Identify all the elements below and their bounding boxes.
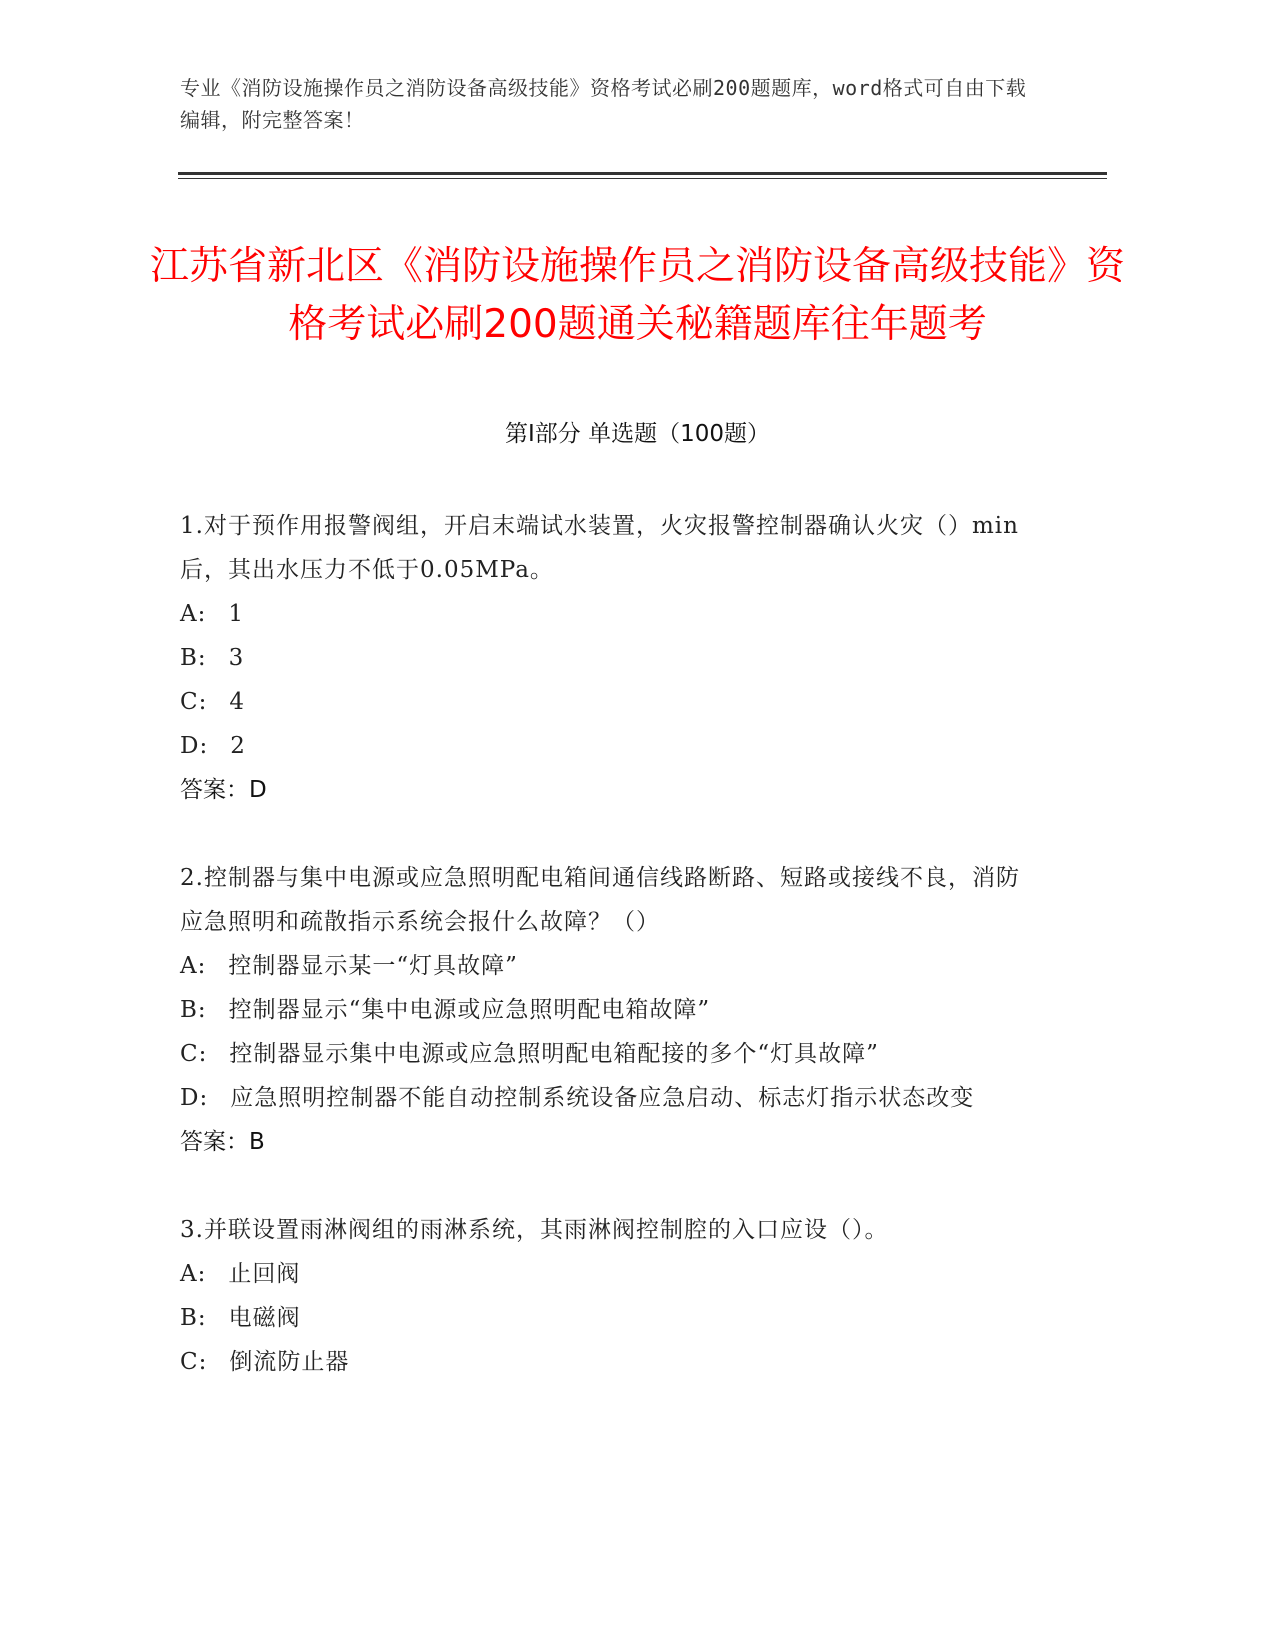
question-3 [180,1208,1040,1384]
option-letter: B: [180,645,207,671]
option-b [180,988,1040,1032]
question-2 [180,856,1040,1164]
answer-line: 答案：D [180,777,267,803]
document-title: 江苏省新北区《消防设施操作员之消防设备高级技能》资格考试必刷200题通关秘籍题库往年题考 [150,244,1126,348]
option-letter: C: [180,689,208,715]
question-stem: 2.控制器与集中电源或应急照明配电箱间通信线路断路、短路或接线不良，消防应急照明和疏散指示系统会报什么故障？（） [180,865,1020,935]
section-heading: 第Ⅰ部分 单选题（100题） [505,421,770,447]
question-list [180,504,1040,1428]
option-text: 止回阀 [228,1261,301,1287]
option-letter: A: [180,953,207,979]
answer-line: 答案：B [180,1129,265,1155]
option-b [180,636,1040,680]
question-1 [180,504,1040,812]
option-letter: D: [180,733,209,759]
option-c [180,680,1040,724]
question-stem: 3.并联设置雨淋阀组的雨淋系统，其雨淋阀控制腔的入口应设（）。 [180,1217,889,1243]
option-letter: B: [180,1305,207,1331]
option-a [180,944,1040,988]
option-text: 4 [229,689,245,715]
option-a [180,592,1040,636]
option-text: 1 [228,601,244,627]
option-letter: A: [180,1261,207,1287]
option-a [180,1252,1040,1296]
option-b [180,1296,1040,1340]
option-text: 控制器显示某一“灯具故障” [228,953,518,979]
question-stem: 1.对于预作用报警阀组，开启末端试水装置，火灾报警控制器确认火灾（）min后，其出水压力不低于0.05MPa。 [180,513,1019,583]
header-note: 专业《消防设施操作员之消防设备高级技能》资格考试必刷200题题库，word格式可自由下载编辑，附完整答案！ [180,76,1027,132]
option-letter: C: [180,1349,208,1375]
option-text: 3 [228,645,245,671]
option-text: 电磁阀 [228,1305,301,1331]
option-letter: C: [180,1041,208,1067]
option-text: 2 [230,733,246,759]
option-d [180,724,1040,768]
option-letter: A: [180,601,207,627]
option-text: 倒流防止器 [229,1349,350,1375]
option-text: 控制器显示“集中电源或应急照明配电箱故障” [228,997,711,1023]
option-letter: B: [180,997,207,1023]
header-divider-thin [178,178,1107,179]
option-c [180,1340,1040,1384]
option-letter: D: [180,1085,209,1111]
header-divider-thick [178,172,1107,175]
option-c [180,1032,1040,1076]
option-d [180,1076,1040,1120]
option-text: 控制器显示集中电源或应急照明配电箱配接的多个“灯具故障” [229,1041,879,1067]
option-text: 应急照明控制器不能自动控制系统设备应急启动、标志灯指示状态改变 [230,1085,975,1111]
